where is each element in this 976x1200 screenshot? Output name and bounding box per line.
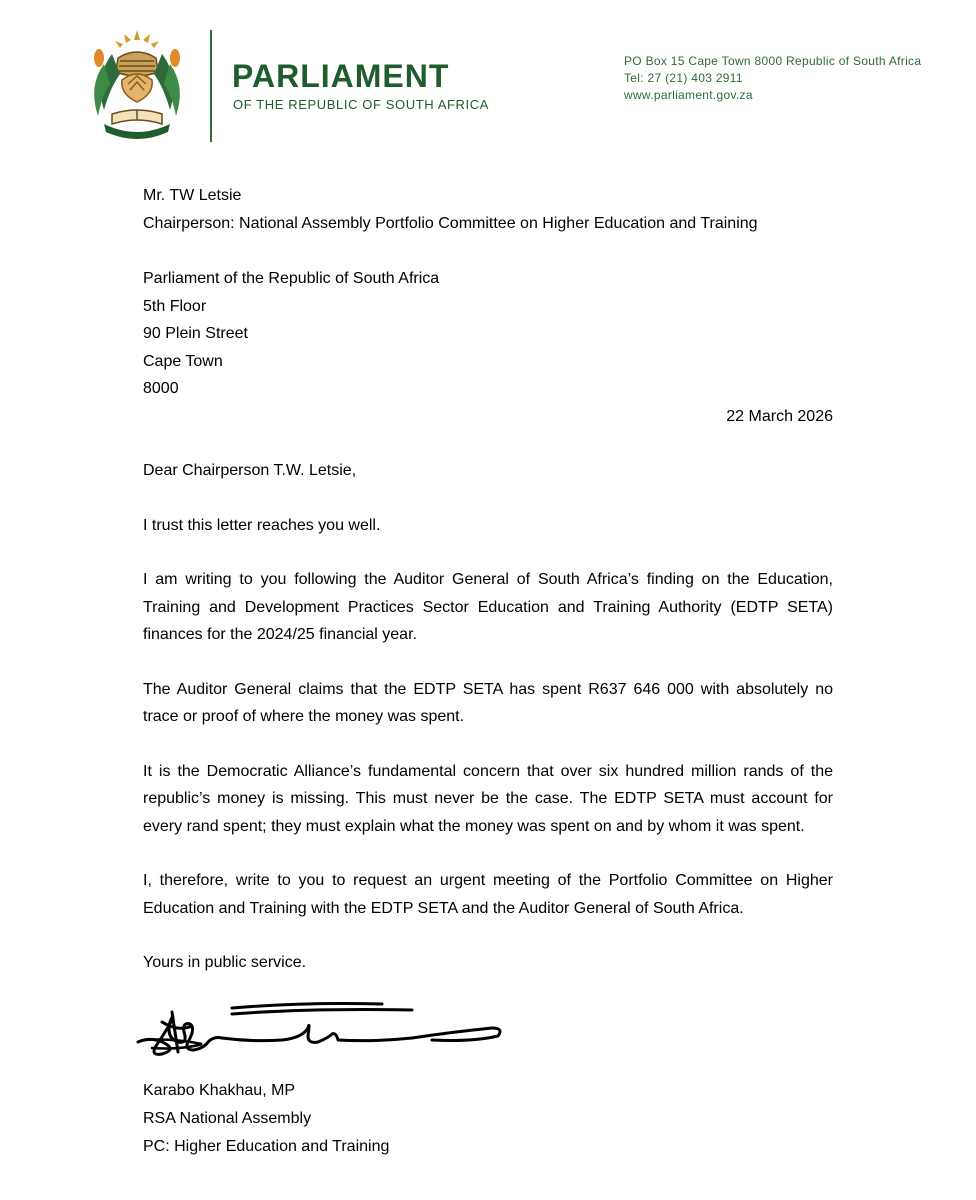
organization-subtitle: OF THE REPUBLIC OF SOUTH AFRICA: [233, 97, 490, 112]
closing: Yours in public service.: [143, 954, 307, 971]
paragraph: The Auditor General claims that the EDTP SETA has spent R637 646 000 with absolutely no trace or proof of where the money was spent.: [143, 680, 833, 725]
parliament-crest-logo: [82, 28, 192, 140]
letterhead-divider: [210, 30, 212, 142]
address-line: 8000: [143, 380, 179, 397]
letter-date: 22 March 2026: [726, 407, 833, 425]
address-line: Cape Town: [143, 352, 223, 370]
address-line: 5th Floor: [143, 297, 207, 315]
signatory-committee: PC: Higher Education and Training: [143, 1138, 390, 1155]
signatory-name: Karabo Khakhau, MP: [143, 1082, 296, 1099]
paragraph: I trust this letter reaches you well.: [143, 516, 381, 534]
contact-address: PO Box 15 Cape Town 8000 Republic of South Africa: [624, 54, 922, 68]
paragraph: I, therefore, write to you to request an urgent meeting of the Portfolio Committee on Higher Education and Training with the EDTP SETA and the Auditor General of South Africa.: [143, 872, 833, 917]
handwritten-signature: [132, 992, 512, 1072]
paragraph: I am writing to you following the Auditor General of South Africa’s finding on the Education, Training and Development Practices Sector Education and Training Authority (EDTP SETA) finances for the 2024/25 financial year.: [143, 571, 833, 643]
recipient-title: Chairperson: National Assembly Portfolio Committee on Higher Education and Training: [143, 214, 758, 232]
paragraph: It is the Democratic Alliance’s fundamental concern that over six hundred million rands of the republic’s money is missing. This must never be the case. The EDTP SETA must account for every rand spent; they must explain what the money was spent on and by whom it was spent.: [143, 762, 833, 835]
salutation: Dear Chairperson T.W. Letsie,: [143, 462, 357, 479]
contact-block: [624, 53, 921, 104]
signatory-block: [143, 1077, 389, 1161]
contact-website: www.parliament.gov.za: [624, 88, 753, 102]
contact-phone: Tel: 27 (21) 403 2911: [624, 71, 743, 85]
letterhead: [0, 0, 976, 160]
recipient-address: [143, 265, 833, 403]
letter-body: [143, 182, 833, 977]
signatory-role: RSA National Assembly: [143, 1110, 312, 1127]
recipient-name: Mr. TW Letsie: [143, 187, 242, 204]
organization-name: PARLIAMENT: [232, 58, 450, 94]
address-line: 90 Plein Street: [143, 325, 248, 342]
address-line: Parliament of the Republic of South Africa: [143, 270, 440, 287]
